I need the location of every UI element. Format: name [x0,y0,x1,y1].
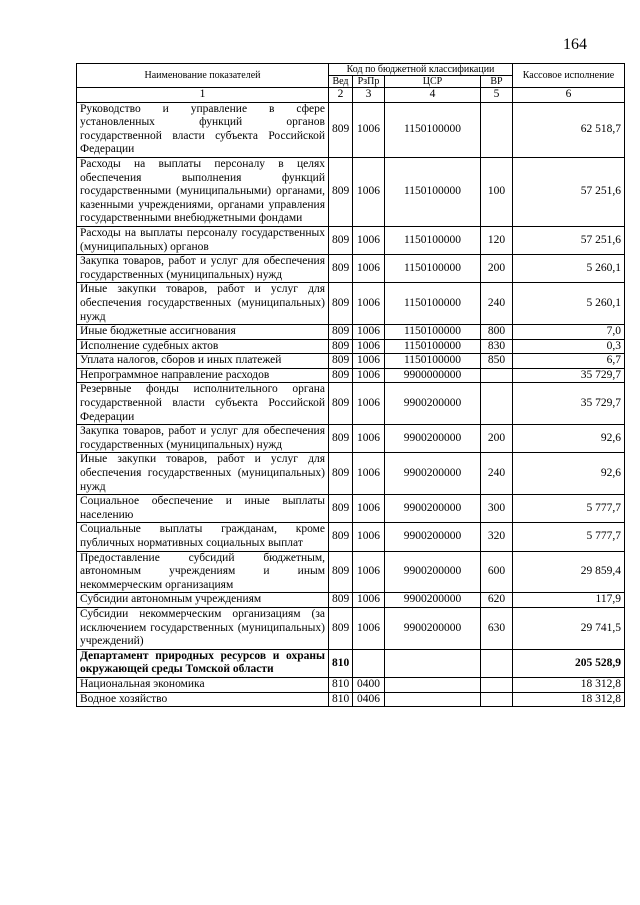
row-amount: 5 260,1 [513,283,625,325]
row-rzpr: 1006 [353,368,385,383]
row-vr: 800 [481,325,513,340]
row-name: Предоставление субсидий бюджетным, автономным учреждениям и иным некоммерческим организациям [77,551,329,593]
row-name: Социальные выплаты гражданам, кроме публичных нормативных социальных выплат [77,523,329,551]
row-rzpr: 1006 [353,157,385,226]
table-row [77,551,625,593]
row-name: Непрограммное направление расходов [77,368,329,383]
row-csr: 9900200000 [385,495,481,523]
row-rzpr: 1006 [353,339,385,354]
row-vr [481,383,513,425]
row-ved: 809 [329,226,353,254]
column-number: 2 [329,88,353,103]
row-amount: 6,7 [513,354,625,369]
column-number: 3 [353,88,385,103]
row-rzpr: 1006 [353,255,385,283]
row-vr: 200 [481,425,513,453]
row-name: Уплата налогов, сборов и иных платежей [77,354,329,369]
row-name: Субсидии некоммерческим организациям (за исключением государственных (муниципальных) учреждений) [77,607,329,649]
table-row [77,523,625,551]
row-name: Иные закупки товаров, работ и услуг для обеспечения государственных (муниципальных) нужд [77,283,329,325]
row-csr [385,649,481,677]
row-ved: 809 [329,325,353,340]
table-row [77,425,625,453]
row-ved: 809 [329,368,353,383]
row-amount: 7,0 [513,325,625,340]
row-csr: 9900200000 [385,607,481,649]
row-name: Национальная экономика [77,677,329,692]
row-csr: 9900200000 [385,425,481,453]
row-csr: 1150100000 [385,339,481,354]
table-row [77,692,625,707]
row-rzpr: 1006 [353,425,385,453]
row-csr [385,677,481,692]
column-number: 5 [481,88,513,103]
table-row [77,593,625,608]
row-rzpr: 1006 [353,523,385,551]
row-rzpr: 1006 [353,354,385,369]
row-amount: 57 251,6 [513,157,625,226]
row-rzpr: 1006 [353,593,385,608]
row-vr: 320 [481,523,513,551]
table-row [77,453,625,495]
row-name: Руководство и управление в сфере установленных функций органов государственной власти субъекта Российской Федерации [77,102,329,157]
row-vr: 300 [481,495,513,523]
row-name: Закупка товаров, работ и услуг для обеспечения государственных (муниципальных) нужд [77,255,329,283]
row-amount: 205 528,9 [513,649,625,677]
row-name: Социальное обеспечение и иные выплаты населению [77,495,329,523]
row-vr: 200 [481,255,513,283]
row-ved: 810 [329,649,353,677]
row-amount: 29 859,4 [513,551,625,593]
row-amount: 5 777,7 [513,495,625,523]
row-vr: 620 [481,593,513,608]
table-row [77,226,625,254]
row-ved: 809 [329,157,353,226]
row-vr [481,649,513,677]
row-csr: 1150100000 [385,354,481,369]
row-name: Резервные фонды исполнительного органа государственной власти субъекта Российской Федерации [77,383,329,425]
row-csr: 1150100000 [385,102,481,157]
row-ved: 809 [329,283,353,325]
row-ved: 809 [329,593,353,608]
row-name: Департамент природных ресурсов и охраны окружающей среды Томской области [77,649,329,677]
row-ved: 810 [329,677,353,692]
row-name: Исполнение судебных актов [77,339,329,354]
table-row [77,339,625,354]
table-row [77,283,625,325]
row-amount: 5 260,1 [513,255,625,283]
row-csr [385,692,481,707]
table-row [77,325,625,340]
row-csr: 1150100000 [385,226,481,254]
row-rzpr: 1006 [353,551,385,593]
row-rzpr: 1006 [353,102,385,157]
row-amount: 0,3 [513,339,625,354]
table-row [77,354,625,369]
row-csr: 1150100000 [385,325,481,340]
column-number: 6 [513,88,625,103]
row-rzpr: 1006 [353,495,385,523]
header-rzpr: РзПр [353,76,385,88]
row-amount: 92,6 [513,425,625,453]
row-amount: 5 777,7 [513,523,625,551]
row-vr [481,102,513,157]
table-row [77,102,625,157]
table-row [77,368,625,383]
row-amount: 62 518,7 [513,102,625,157]
row-ved: 809 [329,425,353,453]
row-csr: 9900200000 [385,593,481,608]
row-rzpr: 1006 [353,383,385,425]
table-row [77,607,625,649]
header-vr: ВР [481,76,513,88]
row-vr [481,677,513,692]
row-ved: 809 [329,523,353,551]
row-name: Субсидии автономным учреждениям [77,593,329,608]
table-row [77,255,625,283]
row-vr: 120 [481,226,513,254]
row-rzpr: 1006 [353,453,385,495]
header-csr: ЦСР [385,76,481,88]
row-ved: 809 [329,339,353,354]
row-ved: 809 [329,255,353,283]
row-csr: 9900200000 [385,383,481,425]
row-ved: 809 [329,453,353,495]
row-vr: 240 [481,453,513,495]
budget-table [76,63,625,707]
row-vr [481,368,513,383]
row-csr: 1150100000 [385,283,481,325]
row-rzpr: 0406 [353,692,385,707]
row-rzpr: 1006 [353,226,385,254]
row-ved: 809 [329,102,353,157]
page-number: 164 [563,36,587,53]
row-amount: 117,9 [513,593,625,608]
row-amount: 92,6 [513,453,625,495]
column-number-row [77,88,625,103]
row-name: Иные закупки товаров, работ и услуг для обеспечения государственных (муниципальных) нужд [77,453,329,495]
table-row [77,383,625,425]
table-row [77,157,625,226]
header-code-group: Код по бюджетной классификации [329,64,513,76]
row-ved: 809 [329,607,353,649]
row-csr: 9900200000 [385,453,481,495]
column-number: 4 [385,88,481,103]
row-csr: 9900000000 [385,368,481,383]
row-csr: 1150100000 [385,157,481,226]
row-ved: 810 [329,692,353,707]
table-row [77,495,625,523]
row-vr: 830 [481,339,513,354]
row-vr: 240 [481,283,513,325]
row-vr: 600 [481,551,513,593]
row-vr: 100 [481,157,513,226]
row-rzpr [353,649,385,677]
row-amount: 35 729,7 [513,383,625,425]
row-csr: 9900200000 [385,551,481,593]
row-ved: 809 [329,354,353,369]
row-vr [481,692,513,707]
table-row [77,649,625,677]
row-name: Иные бюджетные ассигнования [77,325,329,340]
row-amount: 57 251,6 [513,226,625,254]
row-vr: 630 [481,607,513,649]
row-name: Расходы на выплаты персоналу государственных (муниципальных) органов [77,226,329,254]
row-ved: 809 [329,383,353,425]
row-ved: 809 [329,495,353,523]
row-rzpr: 0400 [353,677,385,692]
row-csr: 9900200000 [385,523,481,551]
column-number: 1 [77,88,329,103]
row-name: Закупка товаров, работ и услуг для обеспечения государственных (муниципальных) нужд [77,425,329,453]
row-ved: 809 [329,551,353,593]
row-amount: 29 741,5 [513,607,625,649]
row-name: Водное хозяйство [77,692,329,707]
row-csr: 1150100000 [385,255,481,283]
table-row [77,677,625,692]
header-ved: Вед [329,76,353,88]
row-vr: 850 [481,354,513,369]
row-rzpr: 1006 [353,325,385,340]
header-name: Наименование показателей [77,64,329,88]
row-amount: 18 312,8 [513,692,625,707]
row-amount: 35 729,7 [513,368,625,383]
header-cash-execution: Кассовое исполнение [513,64,625,88]
row-rzpr: 1006 [353,283,385,325]
row-rzpr: 1006 [353,607,385,649]
row-name: Расходы на выплаты персоналу в целях обеспечения выполнения функций государственными (муниципальными) органами, казенными учреждениями, органами управления государственными внебюджетными фондами [77,157,329,226]
row-amount: 18 312,8 [513,677,625,692]
